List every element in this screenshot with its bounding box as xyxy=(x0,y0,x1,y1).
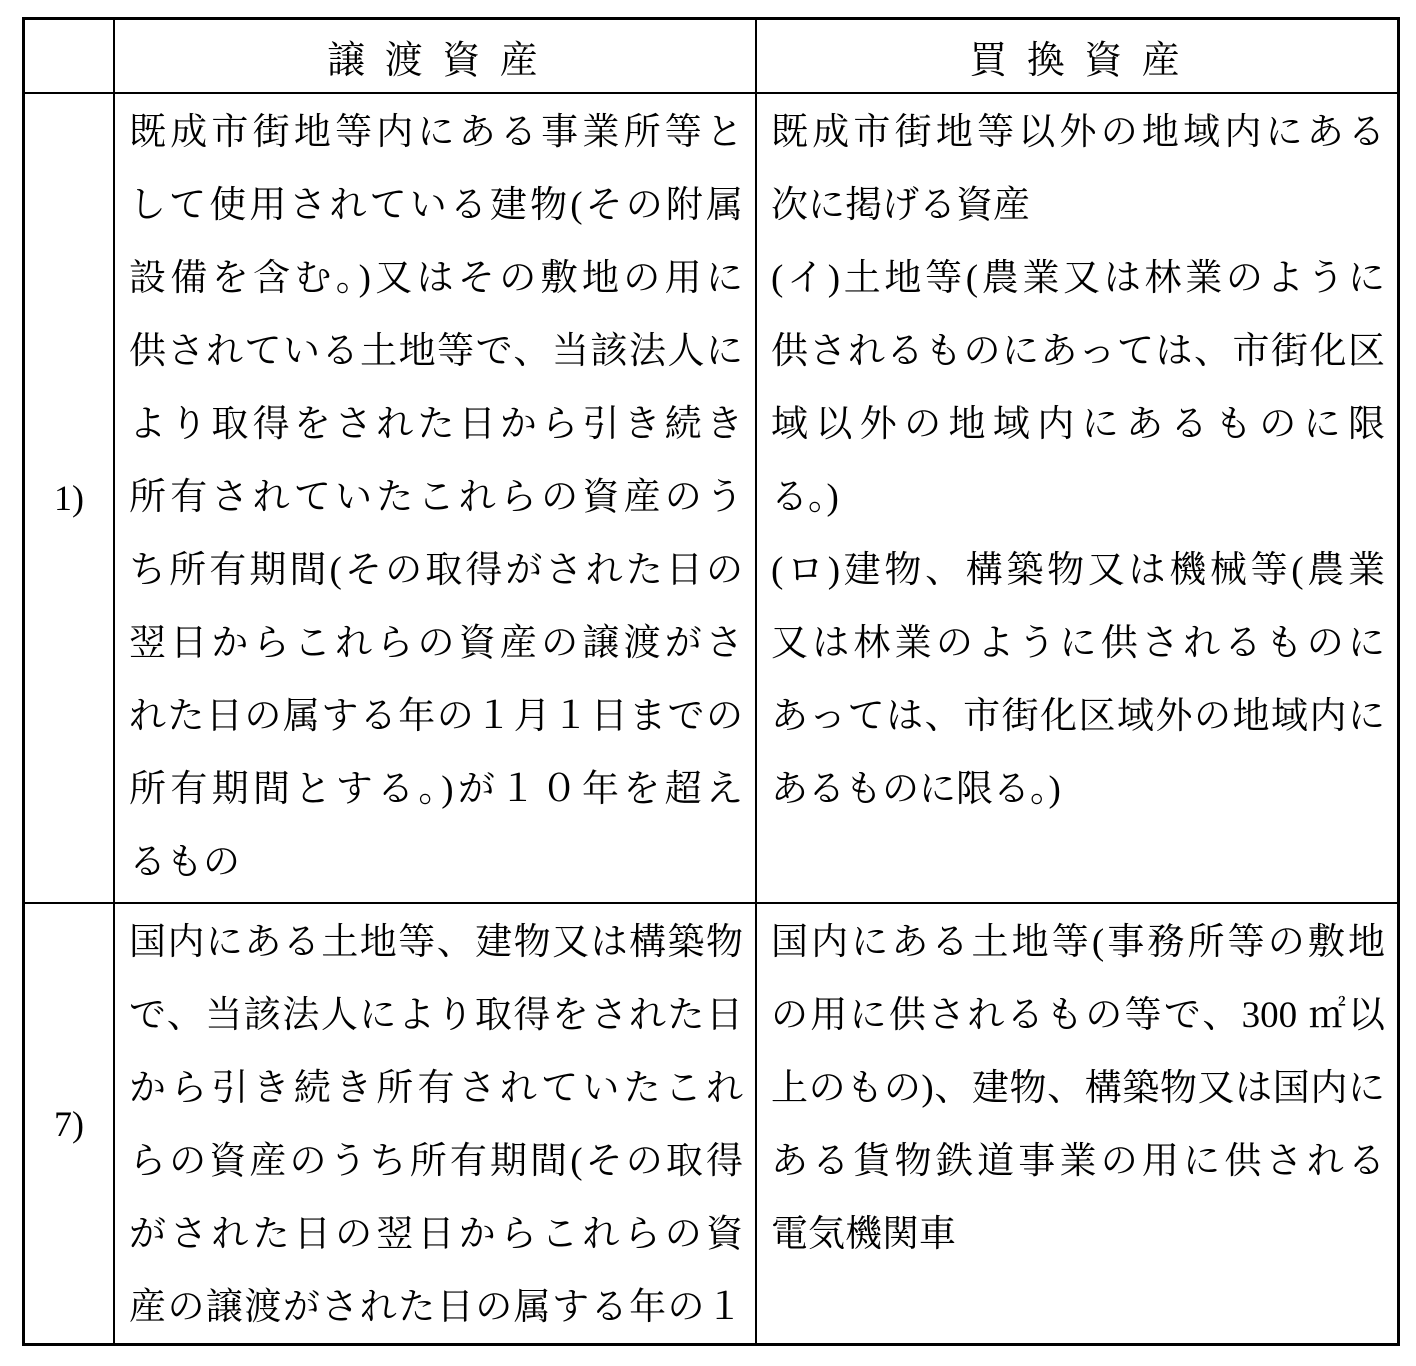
header-transferred-assets: 譲 渡 資 産 xyxy=(115,20,757,94)
row-1-replacement-cell xyxy=(757,94,1397,904)
header-corner-cell xyxy=(25,20,115,94)
cell-line: 産の譲渡がされた日の属する年の１ xyxy=(129,1287,743,1328)
cell-line: あっては、市街化区域外の地域内に xyxy=(771,696,1385,737)
cell-line: 供されるものにあっては、市街化区 xyxy=(771,331,1385,372)
asset-comparison-table xyxy=(22,17,1400,1346)
cell-line: (ロ)建物、構築物又は機械等(農業 xyxy=(771,550,1385,591)
cell-line: (イ)土地等(農業又は林業のように xyxy=(771,258,1385,299)
cell-line: 既成市街地等内にある事業所等と xyxy=(129,112,743,153)
row-7-replacement-cell xyxy=(757,904,1397,1343)
cell-line: 既成市街地等以外の地域内にある xyxy=(771,112,1385,153)
row-7-transferred-cell xyxy=(115,904,757,1343)
row-1-label: 1) xyxy=(25,94,115,904)
cell-line: 所有されていたこれらの資産のう xyxy=(129,477,743,518)
cell-line: して使用されている建物(その附属 xyxy=(129,185,743,226)
cell-line: 又は林業のように供されるものに xyxy=(771,623,1385,664)
cell-line: らの資産のうち所有期間(その取得 xyxy=(129,1141,743,1182)
cell-line: 設備を含む。)又はその敷地の用に xyxy=(129,258,743,299)
cell-line: がされた日の翌日からこれらの資 xyxy=(129,1214,743,1255)
cell-line: 国内にある土地等(事務所等の敷地 xyxy=(771,922,1385,963)
cell-line: れた日の属する年の１月１日までの xyxy=(129,696,743,737)
row-1-transferred-cell xyxy=(115,94,757,904)
header-replacement-assets: 買 換 資 産 xyxy=(757,20,1397,94)
row-7-label: 7) xyxy=(25,904,115,1343)
cell-line: 所有期間とする。)が１０年を超え xyxy=(129,769,743,810)
cell-line: 国内にある土地等、建物又は構築物 xyxy=(129,922,743,963)
cell-line: るもの xyxy=(129,842,240,883)
cell-line: で、当該法人により取得をされた日 xyxy=(129,995,743,1036)
cell-line: る。) xyxy=(771,477,839,518)
cell-line: 電気機関車 xyxy=(771,1214,956,1255)
cell-line: より取得をされた日から引き続き xyxy=(129,404,743,445)
cell-line: 次に掲げる資産 xyxy=(771,185,1030,226)
cell-line: から引き続き所有されていたこれ xyxy=(129,1068,743,1109)
cell-line: 供されている土地等で、当該法人に xyxy=(129,331,743,372)
cell-line: ち所有期間(その取得がされた日の xyxy=(129,550,743,591)
cell-line: 上のもの)、建物、構築物又は国内に xyxy=(771,1068,1385,1109)
cell-line: あるものに限る。) xyxy=(771,769,1061,810)
cell-line: 翌日からこれらの資産の譲渡がさ xyxy=(129,623,743,664)
cell-line: 域以外の地域内にあるものに限 xyxy=(771,404,1385,445)
cell-line: の用に供されるもの等で、300 ㎡以 xyxy=(771,995,1385,1036)
cell-line: ある貨物鉄道事業の用に供される xyxy=(771,1141,1385,1182)
